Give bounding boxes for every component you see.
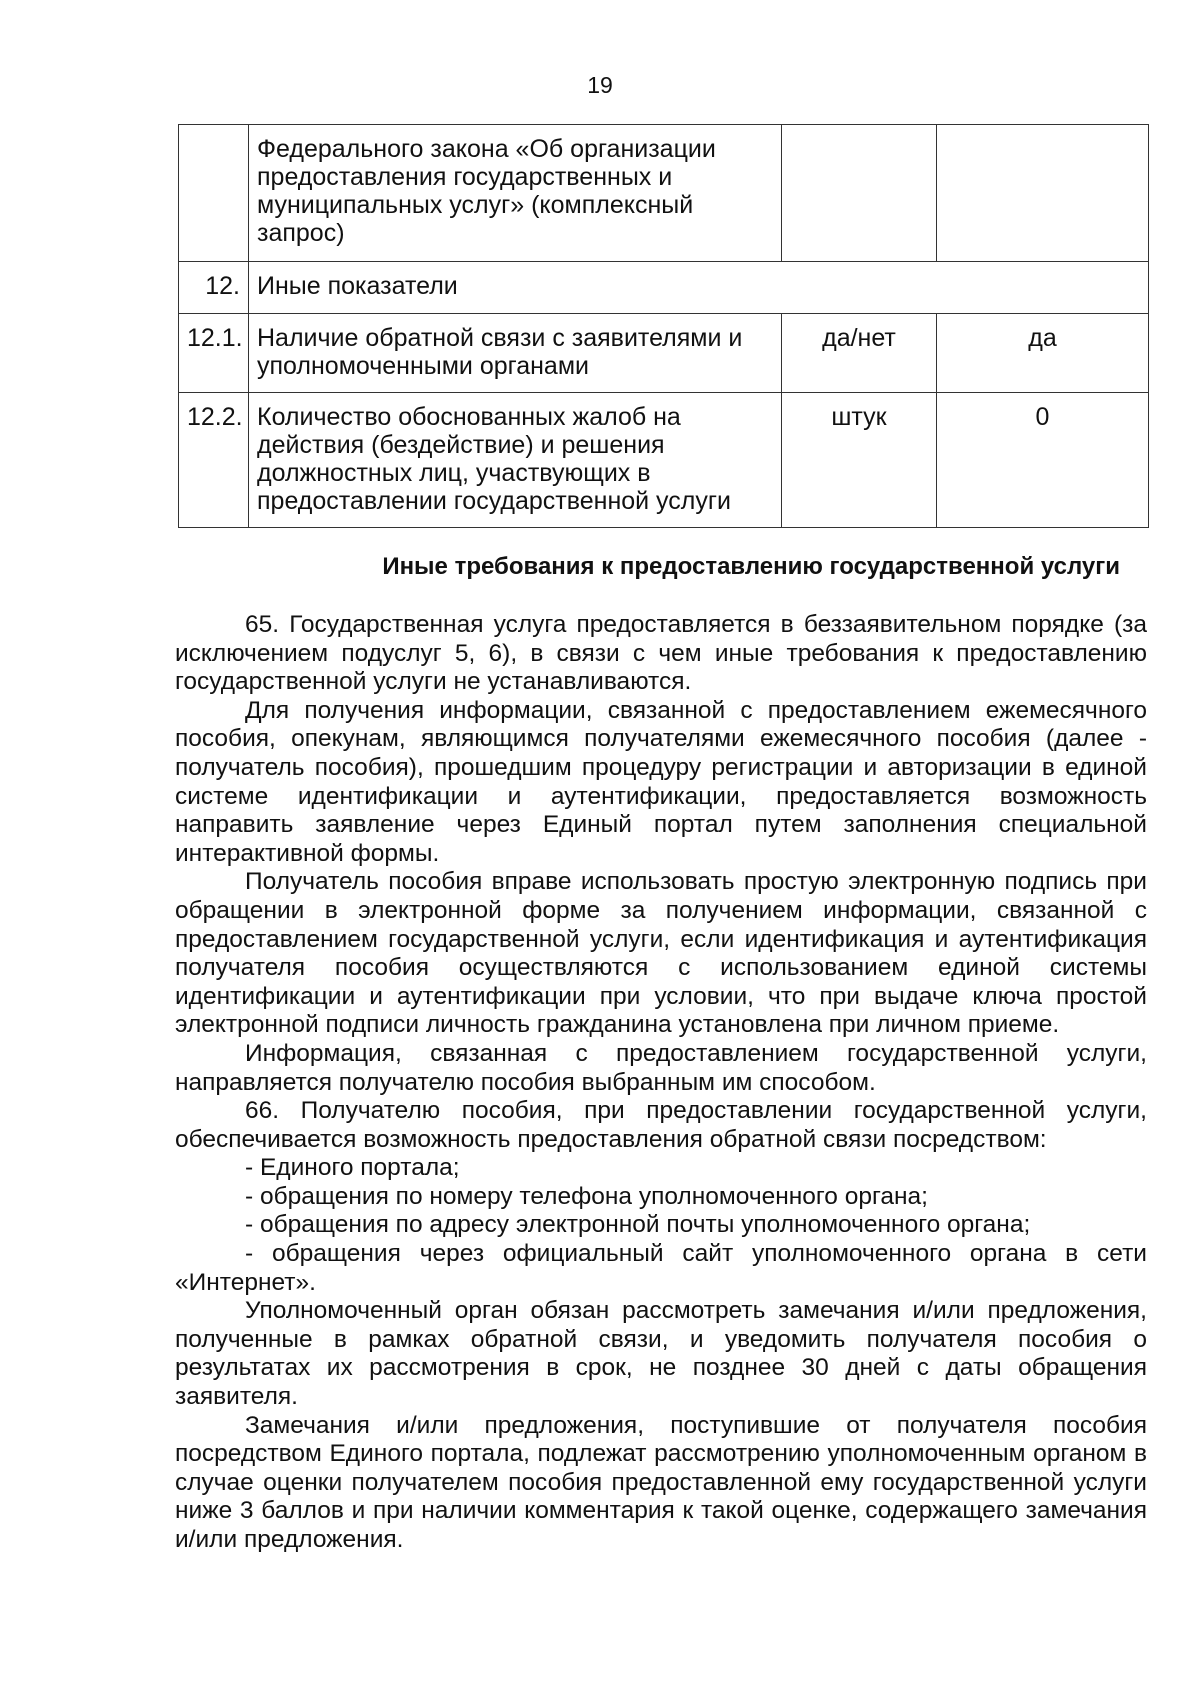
paragraph: 66. Получателю пособия, при предоставлении государственной услуги, обеспечивается возможность предоставления обратной связи посредством: [175, 1097, 1147, 1153]
list-item: - обращения по номеру телефона уполномоченного органа; [245, 1182, 928, 1210]
paragraph: Получатель пособия вправе использовать простую электронную подпись при обращении в электронной форме за получением информации, связанной с предоставлением государственной услуги, если идентификация и аутентификация получателя пособия осуществляются с использованием единой системы идентификации и аутентификации при условии, что при выдаче ключа простой электронной подписи личность гражданина установлена при личном приеме. [175, 868, 1147, 1039]
table-row [179, 393, 1149, 528]
indicator-value: 0 [937, 393, 1149, 528]
section-heading: Иные требования к предоставлению государственной услуги [382, 553, 1120, 580]
indicator-name: Количество обоснованных жалоб на действия (бездействие) и решения должностных лиц, участвующих в предоставлении государственной услуги [249, 393, 782, 528]
table-row [179, 125, 1149, 262]
list-item: - Единого портала; [245, 1154, 460, 1182]
row-number: 12.1. [179, 314, 249, 393]
row-number [179, 125, 249, 262]
indicator-unit [782, 125, 937, 262]
indicator-value: да [937, 314, 1149, 393]
paragraph: Замечания и/или предложения, поступившие от получателя пособия посредством Единого портала, подлежат рассмотрению уполномоченным органом в случае оценки получателем пособия предоставленной ему государственной услуги ниже 3 баллов и при наличии комментария к такой оценке, содержащего замечания и/или предложения. [175, 1411, 1147, 1553]
table-row [179, 314, 1149, 393]
indicator-name: Наличие обратной связи с заявителями и уполномоченными органами [249, 314, 782, 393]
page-number: 19 [587, 72, 613, 98]
body-text [175, 611, 1147, 1555]
paragraph: Информация, связанная с предоставлением государственной услуги, направляется получателю пособия выбранным им способом. [175, 1039, 1147, 1096]
row-number: 12.2. [179, 393, 249, 528]
indicator-group-name: Иные показатели [249, 262, 1149, 314]
indicator-unit: да/нет [782, 314, 937, 393]
paragraph: Для получения информации, связанной с предоставлением ежемесячного пособия, опекунам, являющимся получателями ежемесячного пособия (далее - получатель пособия), прошедшим процедуру регистрации и авторизации в единой системе идентификации и аутентификации, предоставляется возможность направить заявление через Единый портал путем заполнения специальной интерактивной формы. [175, 696, 1147, 867]
indicators-table [178, 124, 1149, 528]
row-number: 12. [179, 262, 249, 314]
list-item: - обращения по адресу электронной почты уполномоченного органа; [245, 1211, 1031, 1239]
table-row [179, 262, 1149, 314]
indicator-name: Федерального закона «Об организации предоставления государственных и муниципальных услуг» (комплексный запрос) [249, 125, 782, 262]
list-item: - обращения через официальный сайт уполномоченного органа в сети «Интернет». [175, 1240, 1147, 1296]
indicator-unit: штук [782, 393, 937, 528]
paragraph: Уполномоченный орган обязан рассмотреть замечания и/или предложения, полученные в рамках обратной связи, и уведомить получателя пособия о результатах их рассмотрения в срок, не позднее 30 дней с даты обращения заявителя. [175, 1297, 1147, 1411]
paragraph: 65. Государственная услуга предоставляется в беззаявительном порядке (за исключением подуслуг 5, 6), в связи с чем иные требования к предоставлению государственной услуги не устанавливаются. [175, 611, 1147, 696]
indicator-value [937, 125, 1149, 262]
